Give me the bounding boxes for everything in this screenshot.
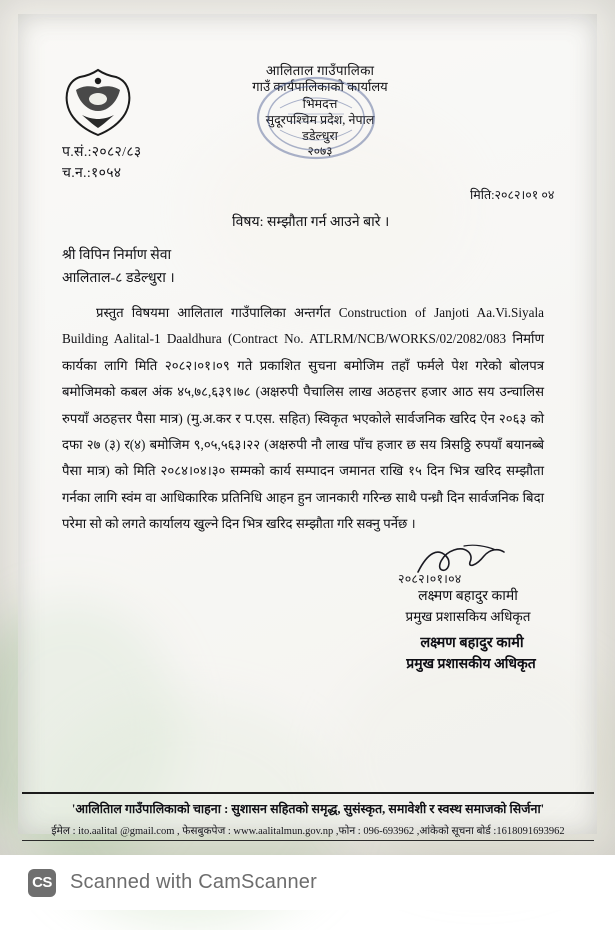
org-province: सुदूरपश्चिम प्रदेश, नेपाल — [265, 112, 375, 127]
footer-contact: ईमेल : ito.aalital @gmail.com , फेसबुकपेज : www.aalitalmun.gov.np ,फोन : 096-693962 ,आंकेको सूचना बोर्ड :1618091693962 — [51, 826, 565, 837]
footer-divider — [22, 792, 594, 794]
footer-divider-bottom — [22, 840, 594, 841]
addressee-name: श्री विपिन निर्माण सेवा — [62, 248, 172, 263]
subject-line: विषय: सम्झौता गर्न आउने बारे । — [232, 215, 390, 230]
stamp-signatory-name: लक्ष्मण बहादुर कामी — [420, 635, 524, 651]
org-district: डडेल्धुरा — [302, 128, 338, 143]
camscanner-logo-icon: CS — [28, 869, 56, 897]
signature-date: २०८२।०१।०४ — [398, 572, 462, 586]
addressee-address: आलिताल-८ डडेल्धुरा । — [62, 271, 175, 286]
chalani-number: च.न.:१०५४ — [62, 166, 122, 181]
camscanner-label: Scanned with CamScanner — [70, 871, 317, 893]
stamp-signatory-title: प्रमुख प्रशासकीय अधिकृत — [406, 657, 536, 672]
org-place: भिमदत्त — [302, 96, 338, 111]
org-office: गाउँ कार्यपालिकाको कार्यालय — [252, 79, 388, 95]
nepal-government-emblem-icon — [62, 68, 134, 138]
reference-number: प.सं.:२०८२/८३ — [62, 145, 142, 160]
document-date: मिति:२०८२।०१ ०४ — [470, 188, 555, 202]
footer-slogan: 'आलितिाल गाउँपालिकाको चाहना : सुशासन सहितको समृद्ध, सुसंस्कृत, समावेशी र स्वस्थ समाजको सिर्जना' — [71, 802, 545, 816]
letter-body — [62, 300, 544, 538]
letter-body-paragraph: प्रस्तुत विषयमा आलिताल गाउँपालिका अन्तर्गत Construction of Janjoti Aa.Vi.Siyala Building Aalital-1 Daaldhura (Contract No. ATLRM/NCB/WORKS/02/2082/083 निर्माण कार्यका लागि मिति २०८२।०१।०९ गते प्रकाशित सुचना बमोजिम तहाँ फर्मले पेश गरेको बोलपत्र बमोजिमको कबल अंक ४५,७८,६३९।७८ (अक्षरुपी पैचालिस लाख अठहत्तर हजार आठ सय उन्चालिस रुपयाँ अठहत्तर पैसा मात्र) (मु.अ.कर र प.एस. सहित) स्विकृत भएकोले सार्वजनिक खरिद ऐन २०६३ को दफा २७ (३) र(४) बमोजिम ९,०५,५६३।२२ (अक्षरुपी नौ लाख पाँच हजार छ सय त्रिसठ्ठि रुपयाँ बयानब्बे पैसा मात्र) को मिति २०८४।०४।३० सम्मको कार्य सम्पादन जमानत राखि १५ दिन भित्र खरिद सम्झौता गर्नका लागि स्वंम वा आधिकारिक प्रतिनिधि आहन हुन जानकारी गरिन्छ साथै पन्ध्रौ दिन सार्वजनिक बिदा परेमा सो को लगते कार्यालय खुल्ने दिन भित्र खरिद सम्झौता गरि सक्नु पर्नेछ । — [62, 305, 544, 532]
org-name: आलिताल गाउँपालिका — [265, 63, 375, 78]
signatory-name: लक्ष्मण बहादुर कामी — [418, 589, 518, 604]
camscanner-watermark-bar — [0, 855, 615, 910]
signatory-title: प्रमुख प्रशासकिय अधिकृत — [405, 609, 531, 624]
org-year: २०७३ — [307, 143, 333, 158]
organization-header — [205, 62, 435, 159]
